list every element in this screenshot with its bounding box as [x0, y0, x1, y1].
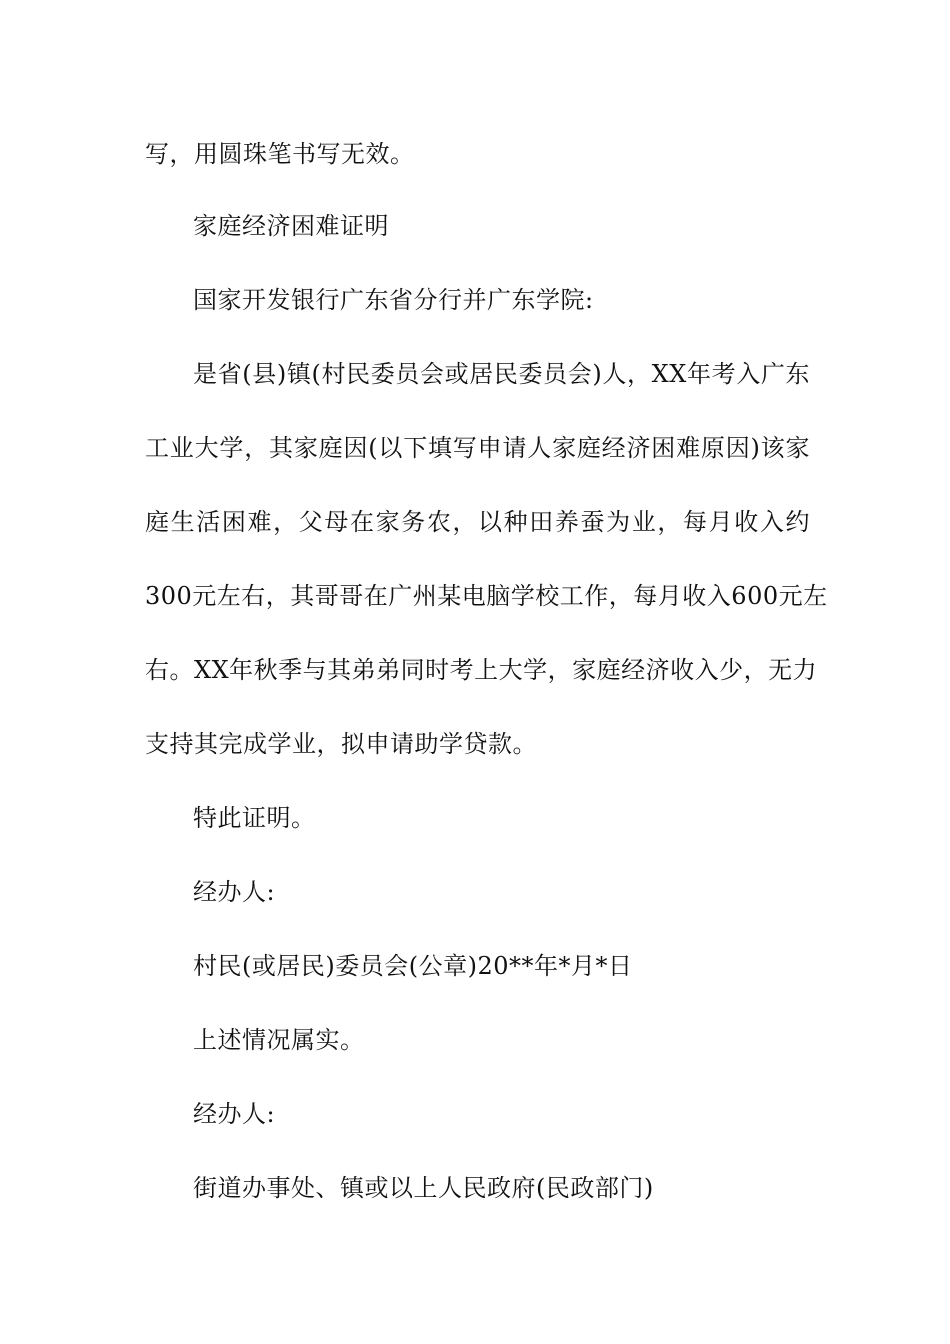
government-office-line: 街道办事处、镇或以上人民政府(民政部门) — [193, 1174, 654, 1202]
body-paragraph-line-2: 工业大学，其家庭因(以下填写申请人家庭经济困难原因)该家 — [145, 434, 810, 462]
body-paragraph-line-3: 庭生活困难，父母在家务农，以种田养蚕为业，每月收入约 — [145, 508, 810, 536]
committee-seal-date-line: 村民(或居民)委员会(公章)20**年*月*日 — [193, 952, 633, 980]
certification-statement: 特此证明。 — [193, 804, 316, 832]
verification-statement: 上述情况属实。 — [193, 1026, 365, 1054]
body-paragraph-line-6: 支持其完成学业，拟申请助学贷款。 — [145, 730, 537, 758]
body-paragraph-line-5: 右。XX年秋季与其弟弟同时考上大学，家庭经济收入少，无力 — [145, 656, 818, 684]
handler-label-1: 经办人: — [193, 878, 276, 906]
document-title: 家庭经济困难证明 — [193, 212, 389, 240]
text-line-continuation: 写，用圆珠笔书写无效。 — [145, 140, 415, 168]
body-paragraph-line-4: 300元左右，其哥哥在广州某电脑学校工作，每月收入600元左 — [145, 582, 828, 610]
handler-label-2: 经办人: — [193, 1100, 276, 1128]
body-paragraph-line-1: 是省(县)镇(村民委员会或居民委员会)人，XX年考入广东 — [193, 360, 810, 388]
addressee-line: 国家开发银行广东省分行并广东学院: — [193, 286, 594, 314]
